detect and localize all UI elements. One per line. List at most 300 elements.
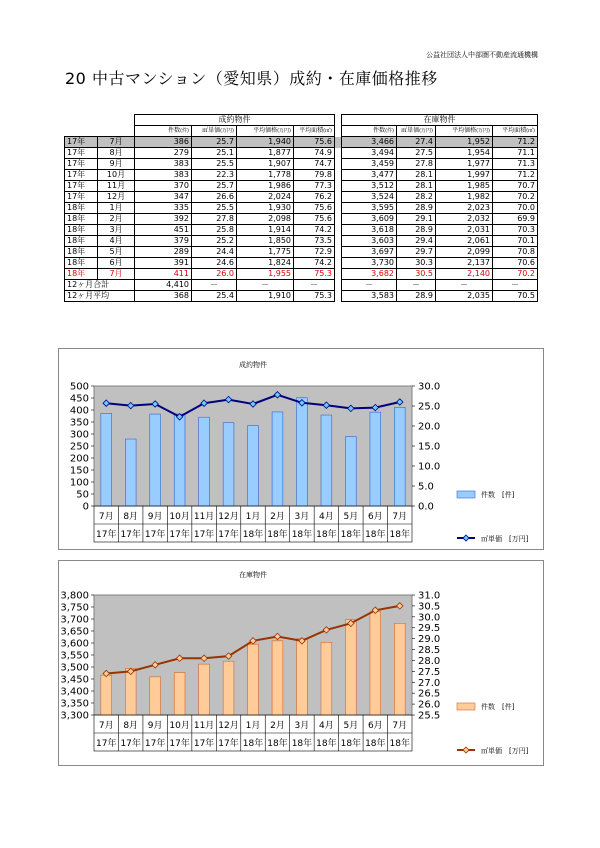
- table-cell: 79.8: [294, 170, 335, 181]
- bar: [199, 664, 210, 715]
- x-year-label: 18年: [316, 530, 337, 540]
- x-year-label: 17年: [193, 530, 215, 540]
- summary-cell: －: [237, 280, 294, 291]
- row-year: 18年: [65, 214, 98, 225]
- y-tick-label-right: 28.0: [418, 655, 441, 667]
- x-year-label: 17年: [144, 739, 166, 749]
- y-tick-label-left: 500: [69, 381, 89, 393]
- bar: [345, 620, 356, 715]
- table-cell: 76.2: [294, 192, 335, 203]
- sub-header: [493, 126, 538, 137]
- column-gap: [335, 170, 342, 181]
- summary-cell: －: [342, 280, 397, 291]
- data-table: [64, 114, 538, 302]
- y-tick-label-right: 0.0: [418, 501, 434, 513]
- x-tick-label: 11月: [193, 512, 215, 522]
- y-tick-label-right: 27.0: [418, 677, 441, 689]
- x-tick-label: 3月: [294, 512, 310, 522]
- table-cell: 25.7: [192, 181, 237, 192]
- x-year-label: 18年: [340, 739, 362, 749]
- table-cell: 3,524: [342, 192, 397, 203]
- table-cell: 2,098: [237, 214, 294, 225]
- x-year-label: 17年: [120, 739, 141, 749]
- table-cell: 27.8: [192, 214, 237, 225]
- summary-cell: 4,410: [135, 280, 192, 291]
- row-year: 17年: [65, 181, 98, 192]
- table-cell: 379: [135, 236, 192, 247]
- x-year-label: 17年: [169, 739, 190, 749]
- x-year-label: 17年: [96, 530, 117, 540]
- table-cell: 2,024: [237, 192, 294, 203]
- summary-cell: －: [493, 280, 538, 291]
- x-year-label: 17年: [169, 530, 190, 540]
- table-cell: 3,466: [342, 137, 397, 148]
- y-tick-label-left: 3,350: [60, 698, 89, 710]
- table-cell: 3,697: [342, 247, 397, 258]
- page-title: 20 中古マンション（愛知県）成約・在庫価格推移: [65, 69, 438, 88]
- row-month: 4月: [98, 236, 135, 247]
- x-tick-label: 2月: [270, 512, 285, 522]
- row-month: 9月: [98, 159, 135, 170]
- y-tick-label-left: 3,750: [60, 602, 89, 614]
- x-tick-label: 6月: [367, 721, 383, 731]
- table-cell: 71.2: [493, 137, 538, 148]
- x-tick-label: 7月: [392, 512, 408, 522]
- table-cell: 70.7: [493, 181, 538, 192]
- table-cell: 1,985: [436, 181, 493, 192]
- y-tick-label-left: 3,300: [60, 710, 89, 722]
- y-tick-label-right: 30.0: [418, 381, 441, 393]
- row-year: 17年: [65, 192, 98, 203]
- table-cell: 347: [135, 192, 192, 203]
- table-cell: 71.3: [493, 159, 538, 170]
- legend-line-marker: [463, 535, 469, 541]
- row-month: 10月: [98, 170, 135, 181]
- y-tick-label-left: 100: [69, 477, 89, 489]
- bar: [370, 612, 381, 715]
- table-cell: 1,952: [436, 137, 493, 148]
- table-cell: 1,824: [237, 258, 294, 269]
- table-cell: 30.3: [397, 258, 436, 269]
- legend-label: 件数 [件]: [481, 703, 515, 711]
- table-cell: 28.9: [397, 225, 436, 236]
- table-cell: 74.9: [294, 148, 335, 159]
- summary-label: 12ヶ月合計: [65, 280, 135, 291]
- summary-cell: －: [397, 280, 436, 291]
- row-month: 7月: [98, 137, 135, 148]
- header-blank: [65, 115, 135, 126]
- bar: [174, 414, 185, 506]
- table-cell: 3,512: [342, 181, 397, 192]
- table-cell: 70.2: [493, 269, 538, 280]
- summary-cell: －: [294, 280, 335, 291]
- x-year-label: 18年: [389, 739, 410, 749]
- table-cell: 3,459: [342, 159, 397, 170]
- table-cell: 2,032: [436, 214, 493, 225]
- chart-contracted-svg: [59, 349, 543, 549]
- x-tick-label: 2月: [270, 721, 285, 731]
- x-year-label: 17年: [144, 530, 166, 540]
- y-tick-label-right: 29.0: [418, 634, 441, 646]
- legend-line-marker: [463, 747, 469, 753]
- table-cell: 1,982: [436, 192, 493, 203]
- table-cell: 370: [135, 181, 192, 192]
- y-tick-label-left: 3,700: [60, 614, 89, 626]
- y-tick-label-right: 20.0: [418, 421, 441, 433]
- x-year-label: 18年: [389, 530, 410, 540]
- table-cell: 3,609: [342, 214, 397, 225]
- summary-cell: －: [436, 280, 493, 291]
- table-row: [65, 137, 538, 148]
- column-gap: [335, 192, 342, 203]
- row-year: 17年: [65, 148, 98, 159]
- bar: [125, 668, 136, 715]
- row-month: 12月: [98, 192, 135, 203]
- table-cell: 29.7: [397, 247, 436, 258]
- table-cell: 3,494: [342, 148, 397, 159]
- table-cell: 75.3: [294, 269, 335, 280]
- table-cell: 74.7: [294, 159, 335, 170]
- summary-row: [65, 291, 538, 302]
- table-cell: 3,682: [342, 269, 397, 280]
- table-cell: 24.4: [192, 247, 237, 258]
- y-tick-label-right: 25.5: [418, 710, 441, 722]
- chart-inventory-svg: [59, 561, 543, 765]
- table-cell: 71.2: [493, 170, 538, 181]
- y-tick-label-left: 50: [76, 489, 89, 501]
- table-cell: 2,023: [436, 203, 493, 214]
- table-cell: 71.1: [493, 148, 538, 159]
- sub-header-label: 平均価格: [253, 127, 278, 134]
- table-row: [65, 269, 538, 280]
- bar: [101, 413, 112, 506]
- x-year-label: 18年: [267, 530, 288, 540]
- y-tick-label-right: 31.0: [418, 590, 441, 602]
- table-cell: 1,850: [237, 236, 294, 247]
- table-row: [65, 203, 538, 214]
- bar: [394, 407, 405, 506]
- table-cell: 1,914: [237, 225, 294, 236]
- y-tick-label-right: 10.0: [418, 461, 441, 473]
- y-tick-label-right: 29.5: [418, 623, 441, 635]
- y-tick-label-right: 26.0: [418, 699, 441, 711]
- table-cell: 70.8: [493, 247, 538, 258]
- table-cell: 2,137: [436, 258, 493, 269]
- table-cell: 1,940: [237, 137, 294, 148]
- row-month: 8月: [98, 148, 135, 159]
- bar: [101, 675, 112, 715]
- bar: [321, 415, 332, 506]
- table-cell: 289: [135, 247, 192, 258]
- y-tick-label-left: 3,500: [60, 662, 89, 674]
- bar: [248, 426, 259, 506]
- x-tick-label: 10月: [169, 721, 190, 731]
- table-cell: 25.8: [192, 225, 237, 236]
- table-cell: 69.9: [493, 214, 538, 225]
- table-cell: 70.1: [493, 236, 538, 247]
- table-cell: 392: [135, 214, 192, 225]
- table-cell: 1,775: [237, 247, 294, 258]
- column-gap: [335, 291, 342, 302]
- sub-header-unit: (万円): [476, 128, 490, 134]
- sub-header-label: 平均価格: [452, 127, 477, 134]
- bar: [345, 437, 356, 506]
- summary-cell: 1,910: [237, 291, 294, 302]
- header-blank: [65, 126, 135, 137]
- row-month: 5月: [98, 247, 135, 258]
- table-cell: 28.2: [397, 192, 436, 203]
- column-gap: [335, 115, 342, 126]
- table-cell: 1,977: [436, 159, 493, 170]
- table-row: [65, 225, 538, 236]
- table-cell: 24.6: [192, 258, 237, 269]
- table-cell: 3,603: [342, 236, 397, 247]
- y-tick-label-left: 3,450: [60, 674, 89, 686]
- sub-header-label: 平均面積: [502, 127, 527, 134]
- column-gap: [335, 214, 342, 225]
- x-tick-label: 1月: [245, 512, 261, 522]
- y-tick-label-left: 150: [69, 465, 89, 477]
- table-cell: 279: [135, 148, 192, 159]
- table-cell: 70.2: [493, 192, 538, 203]
- chart-title: 成約物件: [239, 361, 267, 369]
- sub-header: [294, 126, 335, 137]
- column-gap: [335, 258, 342, 269]
- y-tick-label-left: 400: [69, 405, 89, 417]
- row-month: 1月: [98, 203, 135, 214]
- x-tick-label: 11月: [193, 721, 215, 731]
- y-tick-label-right: 30.5: [418, 601, 441, 613]
- bar: [150, 677, 161, 715]
- table-cell: 27.4: [397, 137, 436, 148]
- row-month: 3月: [98, 225, 135, 236]
- x-tick-label: 9月: [147, 721, 163, 731]
- y-tick-label-left: 3,550: [60, 650, 89, 662]
- summary-cell: 70.5: [493, 291, 538, 302]
- y-tick-label-right: 25.0: [418, 401, 441, 413]
- bar: [174, 673, 185, 715]
- x-year-label: 17年: [218, 739, 239, 749]
- x-tick-label: 5月: [343, 721, 359, 731]
- x-year-label: 18年: [242, 530, 264, 540]
- bar: [223, 423, 234, 506]
- table-cell: 25.1: [192, 148, 237, 159]
- sub-header: [135, 126, 192, 137]
- bar: [248, 644, 259, 715]
- summary-cell: 3,583: [342, 291, 397, 302]
- y-tick-label-left: 0: [82, 501, 89, 513]
- sub-header-unit: (万円): [220, 128, 234, 134]
- table-cell: 451: [135, 225, 192, 236]
- table-cell: 1,907: [237, 159, 294, 170]
- table-cell: 1,930: [237, 203, 294, 214]
- row-month: 7月: [98, 269, 135, 280]
- x-tick-label: 5月: [343, 512, 359, 522]
- row-year: 17年: [65, 170, 98, 181]
- y-tick-label-right: 28.5: [418, 645, 441, 657]
- x-tick-label: 4月: [319, 512, 334, 522]
- y-tick-label-left: 200: [69, 453, 89, 465]
- table-row: [65, 181, 538, 192]
- y-tick-label-left: 3,800: [60, 590, 89, 602]
- table-cell: 70.6: [493, 258, 538, 269]
- x-year-label: 18年: [242, 739, 264, 749]
- x-tick-label: 8月: [123, 512, 139, 522]
- table-cell: 28.9: [397, 203, 436, 214]
- legend-bar-swatch: [457, 703, 475, 710]
- table-cell: 26.0: [192, 269, 237, 280]
- table-cell: 25.7: [192, 137, 237, 148]
- y-tick-label-right: 30.0: [418, 612, 441, 624]
- table-cell: 27.5: [397, 148, 436, 159]
- table-row: [65, 170, 538, 181]
- chart-inventory: [58, 560, 544, 766]
- y-tick-label-left: 250: [69, 441, 89, 453]
- column-gap: [335, 203, 342, 214]
- bar: [150, 414, 161, 506]
- x-tick-label: 3月: [294, 721, 310, 731]
- table-cell: 1,997: [436, 170, 493, 181]
- x-year-label: 17年: [218, 530, 239, 540]
- summary-cell: 368: [135, 291, 192, 302]
- table-cell: 28.1: [397, 181, 436, 192]
- table-cell: 25.5: [192, 203, 237, 214]
- table-cell: 77.3: [294, 181, 335, 192]
- table-cell: 1,778: [237, 170, 294, 181]
- bar: [223, 661, 234, 715]
- sub-header-label: 件数: [168, 127, 181, 134]
- y-tick-label-left: 3,400: [60, 686, 89, 698]
- table-cell: 75.6: [294, 137, 335, 148]
- x-tick-label: 10月: [169, 512, 190, 522]
- x-tick-label: 6月: [367, 512, 383, 522]
- organization-name: 公益社団法人中部圏不動産流通機構: [426, 51, 538, 59]
- x-tick-label: 7月: [98, 512, 114, 522]
- sub-header-unit: (㎡): [526, 128, 535, 134]
- table-row: [65, 247, 538, 258]
- x-tick-label: 7月: [98, 721, 114, 731]
- row-year: 18年: [65, 225, 98, 236]
- legend-label: 件数 [件]: [481, 491, 515, 499]
- sub-header-unit: (件): [385, 128, 394, 134]
- sub-header-unit: (万円): [419, 128, 433, 134]
- table-cell: 75.6: [294, 214, 335, 225]
- y-tick-label-left: 450: [69, 393, 89, 405]
- table-cell: 3,618: [342, 225, 397, 236]
- sub-header-unit: (万円): [277, 128, 291, 134]
- summary-cell: 25.4: [192, 291, 237, 302]
- table-cell: 335: [135, 203, 192, 214]
- bar: [125, 439, 136, 506]
- y-tick-label-left: 350: [69, 417, 89, 429]
- bar: [370, 412, 381, 506]
- y-tick-label-right: 15.0: [418, 441, 441, 453]
- table-cell: 30.5: [397, 269, 436, 280]
- legend-bar-swatch: [457, 491, 475, 498]
- table-cell: 72.9: [294, 247, 335, 258]
- table-cell: 27.8: [397, 159, 436, 170]
- table-cell: 2,031: [436, 225, 493, 236]
- table-cell: 1,986: [237, 181, 294, 192]
- summary-cell: －: [192, 280, 237, 291]
- sub-header: [192, 126, 237, 137]
- sub-header: [436, 126, 493, 137]
- y-tick-label-left: 300: [69, 429, 89, 441]
- x-tick-label: 4月: [319, 721, 334, 731]
- column-gap: [335, 181, 342, 192]
- x-tick-label: 12月: [218, 721, 239, 731]
- group-header-contracted: 成約物件: [135, 115, 335, 126]
- table-row: [65, 192, 538, 203]
- sub-header: [397, 126, 436, 137]
- sub-header-label: 平均面積: [299, 127, 324, 134]
- y-tick-label-left: 3,600: [60, 638, 89, 650]
- row-month: 6月: [98, 258, 135, 269]
- table-cell: 29.1: [397, 214, 436, 225]
- chart-contracted: [58, 348, 544, 550]
- sub-header: [342, 126, 397, 137]
- legend-label: ㎡単価 [万円]: [481, 535, 529, 543]
- row-month: 2月: [98, 214, 135, 225]
- table-cell: 2,140: [436, 269, 493, 280]
- x-tick-label: 1月: [245, 721, 261, 731]
- summary-cell: 28.9: [397, 291, 436, 302]
- table-cell: 25.2: [192, 236, 237, 247]
- x-year-label: 18年: [291, 739, 313, 749]
- x-year-label: 17年: [193, 739, 215, 749]
- bar: [394, 623, 405, 715]
- bar: [297, 639, 308, 715]
- column-gap: [335, 269, 342, 280]
- x-year-label: 17年: [120, 530, 141, 540]
- table-cell: 1,955: [237, 269, 294, 280]
- column-gap: [335, 137, 342, 148]
- x-year-label: 18年: [365, 530, 386, 540]
- table-cell: 22.3: [192, 170, 237, 181]
- table-cell: 2,061: [436, 236, 493, 247]
- x-year-label: 18年: [316, 739, 337, 749]
- column-gap: [335, 225, 342, 236]
- bar: [272, 412, 283, 506]
- sub-header-unit: (㎡): [323, 128, 332, 134]
- summary-row: [65, 280, 538, 291]
- table-cell: 3,477: [342, 170, 397, 181]
- x-tick-label: 8月: [123, 721, 139, 731]
- table-cell: 3,595: [342, 203, 397, 214]
- summary-label: 12ヶ月平均: [65, 291, 135, 302]
- x-tick-label: 7月: [392, 721, 408, 731]
- row-year: 18年: [65, 258, 98, 269]
- table-cell: 386: [135, 137, 192, 148]
- table-row: [65, 236, 538, 247]
- chart-title: 在庫物件: [239, 571, 267, 579]
- table-row: [65, 159, 538, 170]
- table-cell: 74.2: [294, 258, 335, 269]
- x-year-label: 17年: [96, 739, 117, 749]
- table-cell: 26.6: [192, 192, 237, 203]
- table-cell: 28.1: [397, 170, 436, 181]
- column-gap: [335, 236, 342, 247]
- table-cell: 29.4: [397, 236, 436, 247]
- sub-header-label: ㎡単価: [202, 127, 221, 134]
- column-gap: [335, 159, 342, 170]
- x-tick-label: 9月: [147, 512, 163, 522]
- table-row: [65, 148, 538, 159]
- table-cell: 75.6: [294, 203, 335, 214]
- row-year: 17年: [65, 159, 98, 170]
- group-header-inventory: 在庫物件: [342, 115, 538, 126]
- table-cell: 411: [135, 269, 192, 280]
